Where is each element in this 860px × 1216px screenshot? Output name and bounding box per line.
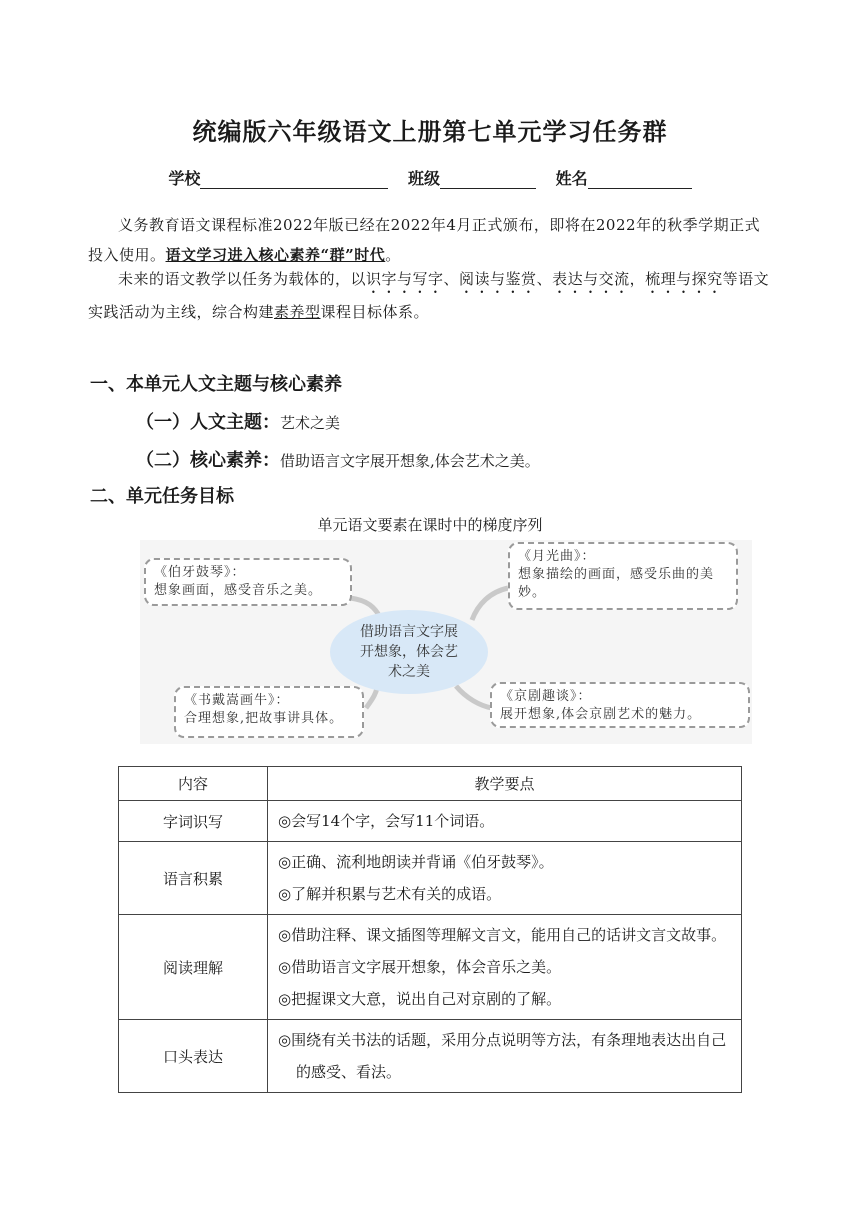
node-text: 想象描绘的画面，感受乐曲的美妙。 [518,567,715,600]
student-info-line [0,166,860,189]
point: ◎把握课文大意，说出自己对京剧的了解。 [278,990,562,1008]
row-label: 语言积累 [119,842,268,915]
intro-p2-c: 课程目标体系。 [320,303,430,321]
row-label: 字词识写 [119,801,268,842]
class-blank[interactable] [440,172,536,189]
point: ◎围绕有关书法的话题，采用分点说明等方法，有条理地表达出自己的感受、看法。 [278,1031,727,1081]
intro-p2-a: 未来的语文教学以任务为载体的，以 [118,270,367,288]
row-label: 阅读理解 [119,915,268,1020]
intro-p2-d1: 识字与写字 [366,270,444,288]
row-points [268,1020,742,1093]
intro-p2-d2: 阅读与鉴赏 [459,270,537,288]
table-row [119,1020,742,1093]
intro-paragraph-2 [88,264,770,327]
header-points: 教学要点 [268,767,742,801]
header-content: 内容 [119,767,268,801]
intro-p2-d3: 表达与交流 [552,270,630,288]
school-blank[interactable] [200,172,388,189]
section1-heading: 一、本单元人文主题与核心素养 [90,374,342,395]
node-text: 展开想象,体会京剧艺术的魅力。 [500,707,702,722]
point: ◎正确、流利地朗读并背诵《伯牙鼓琴》。 [278,853,554,871]
intro-p2-d4: 梳理与探究 [645,270,723,288]
teaching-points-table [118,766,742,1093]
theme-label: （一）人文主题： [136,412,280,433]
table-row [119,801,742,842]
table-header-row [119,767,742,801]
node-text: 想象画面，感受音乐之美。 [154,583,323,598]
node-jingju-qutan [490,682,750,728]
row-points [268,842,742,915]
intro-p2-b: 等语文实践活动为主线，综合构建 [88,270,770,321]
name-blank[interactable] [588,172,692,189]
intro-paragraph-1 [88,210,770,270]
table-row [119,842,742,915]
intro-p2-s3: ， [629,270,646,288]
point: ◎会写14个字，会写11个词语。 [278,812,495,830]
center-topic [330,610,488,694]
intro-p2-s1: 、 [443,270,460,288]
node-title: 《伯牙鼓琴》： [154,565,246,580]
concept-map [140,540,752,744]
row-points [268,915,742,1020]
point: ◎借助注释、课文插图等理解文言文，能用自己的话讲文言文故事。 [278,926,727,944]
node-text: 合理想象,把故事讲具体。 [184,711,344,726]
node-title: 《月光曲》： [518,549,596,564]
page-title: 统编版六年级语文上册第七单元学习任务群 [192,118,668,146]
point: ◎借助语言文字展开想象，体会音乐之美。 [278,958,562,976]
table-row [119,915,742,1020]
intro-p1-text: 义务教育语文课程标准2022年版已经在2022年4月正式颁布，即将在2022年的秋季学期正式投入使用。 [88,216,761,264]
core-label: （二）核心素养： [136,450,280,471]
row-label: 口头表达 [119,1020,268,1093]
diagram-caption: 单元语文要素在课时中的梯度序列 [317,516,543,534]
node-boya-guqin [144,558,352,606]
intro-p1-end: 。 [385,246,401,264]
node-title: 《京剧趣谈》： [500,689,592,704]
intro-p2-s2: 、 [536,270,553,288]
class-label: 班级 [407,169,440,188]
node-shudaisong-huaniu [174,686,364,738]
core-value: 借助语言文字展开想象,体会艺术之美。 [280,452,540,470]
node-title: 《书戴嵩画牛》： [184,693,290,708]
theme-value: 艺术之美 [280,414,341,432]
node-yueguangqu [508,542,738,610]
row-points [268,801,742,842]
name-label: 姓名 [555,169,588,188]
school-label: 学校 [168,169,201,188]
theme-line [136,408,340,434]
core-line [136,446,540,472]
section2-heading: 二、单元任务目标 [90,486,234,507]
intro-p2-underline: 素养型 [274,303,321,321]
intro-p1-bold: 语文学习进入核心素养“群”时代 [165,246,386,264]
point: ◎了解并积累与艺术有关的成语。 [278,885,502,903]
center-topic-text: 借助语言文字展开想象，体会艺术之美 [360,624,458,680]
